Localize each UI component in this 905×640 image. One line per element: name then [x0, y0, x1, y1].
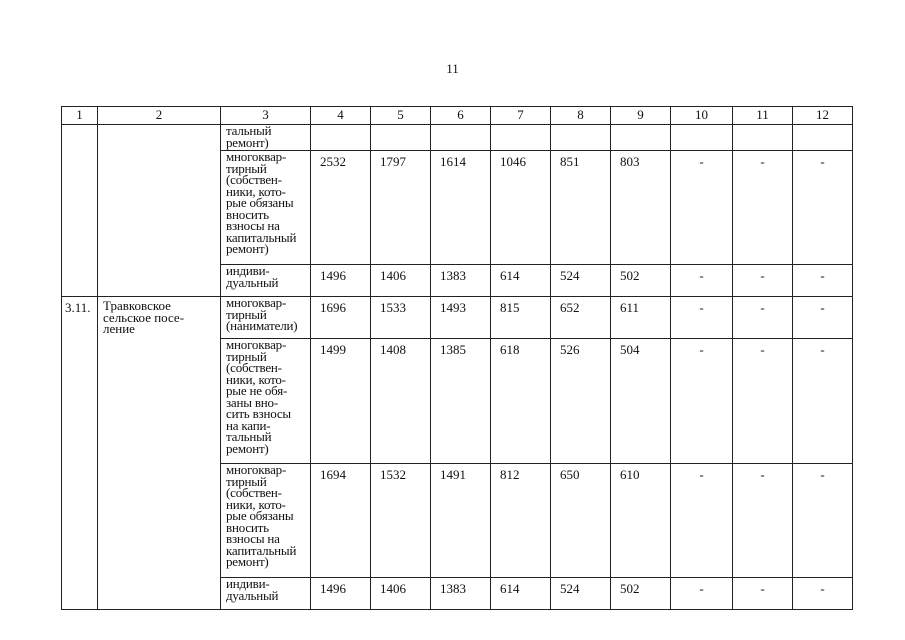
value-cell: 652: [551, 297, 611, 339]
column-header: 6: [431, 107, 491, 125]
column-header: 10: [671, 107, 733, 125]
value-cell: -: [733, 151, 793, 265]
housing-type-line: тальный: [226, 429, 272, 444]
column-header: 11: [733, 107, 793, 125]
housing-type-cell: [221, 339, 311, 464]
housing-type-line: многоквар-: [226, 149, 287, 164]
value-cell: [793, 125, 853, 151]
housing-type-line: ремонт): [226, 241, 269, 256]
value-cell: -: [793, 265, 853, 297]
value-cell: -: [733, 464, 793, 578]
value-cell: [491, 125, 551, 151]
tariff-table: [61, 106, 853, 610]
column-header: 8: [551, 107, 611, 125]
housing-type-line: взносы на: [226, 531, 280, 546]
value-cell: 1694: [311, 464, 371, 578]
value-cell: 524: [551, 265, 611, 297]
column-header: 1: [62, 107, 98, 125]
housing-type-cell: [221, 297, 311, 339]
value-cell: 803: [611, 151, 671, 265]
housing-type-line: (собствен-: [226, 172, 282, 187]
housing-type-line: на капи-: [226, 417, 271, 433]
housing-type-line: дуальный: [226, 274, 279, 290]
value-cell: 1406: [371, 265, 431, 297]
value-cell: 812: [491, 464, 551, 578]
value-cell: -: [671, 151, 733, 265]
column-header: 4: [311, 107, 371, 125]
column-header: 5: [371, 107, 431, 125]
value-cell: 614: [491, 578, 551, 610]
value-cell: 611: [611, 297, 671, 339]
housing-type-line: индиви-: [226, 576, 270, 591]
value-cell: -: [671, 578, 733, 610]
housing-type-line: тирный: [226, 473, 267, 489]
value-cell: 815: [491, 297, 551, 339]
housing-type-cell: [221, 464, 311, 578]
value-cell: 502: [611, 578, 671, 610]
housing-type-line: ремонт): [226, 440, 269, 456]
housing-type-line: капитальный: [226, 229, 297, 245]
value-cell: 524: [551, 578, 611, 610]
value-cell: 1406: [371, 578, 431, 610]
housing-type-line: тирный: [226, 348, 267, 364]
housing-type-cell: [221, 151, 311, 265]
housing-type-line: (собствен-: [226, 360, 282, 375]
column-header: 12: [793, 107, 853, 125]
housing-type-line: капитальный: [226, 542, 297, 558]
header-row: [62, 107, 853, 125]
value-cell: -: [671, 339, 733, 464]
row-number-cell: [62, 125, 98, 297]
row-number-cell: 3.11.: [62, 297, 98, 610]
housing-type-cell: [221, 265, 311, 297]
value-cell: [431, 125, 491, 151]
value-cell: 1491: [431, 464, 491, 578]
settlement-name-line: Травковское: [103, 298, 171, 313]
value-cell: -: [671, 464, 733, 578]
housing-type-line: рые не обя-: [226, 383, 288, 398]
value-cell: 504: [611, 339, 671, 464]
value-cell: [733, 125, 793, 151]
value-cell: -: [671, 297, 733, 339]
value-cell: 1383: [431, 265, 491, 297]
housing-type-line: многоквар-: [226, 295, 287, 310]
value-cell: -: [733, 578, 793, 610]
value-cell: 2532: [311, 151, 371, 265]
housing-type-line: тирный: [226, 160, 267, 176]
housing-type-line: дуальный: [226, 587, 279, 603]
value-cell: -: [793, 297, 853, 339]
value-cell: -: [733, 297, 793, 339]
column-header: 9: [611, 107, 671, 125]
table-row: [62, 125, 853, 151]
column-header: 7: [491, 107, 551, 125]
value-cell: -: [733, 265, 793, 297]
settlement-name-cell: [98, 297, 221, 610]
value-cell: 1496: [311, 265, 371, 297]
housing-type-line: вносить: [226, 206, 269, 222]
value-cell: 1383: [431, 578, 491, 610]
value-cell: -: [793, 151, 853, 265]
housing-type-line: (собствен-: [226, 485, 282, 500]
housing-type-line: тирный: [226, 306, 267, 322]
value-cell: -: [793, 464, 853, 578]
value-cell: 1614: [431, 151, 491, 265]
value-cell: 1046: [491, 151, 551, 265]
value-cell: 851: [551, 151, 611, 265]
value-cell: 610: [611, 464, 671, 578]
value-cell: 526: [551, 339, 611, 464]
housing-type-line: ники, кото-: [226, 371, 286, 387]
value-cell: 1385: [431, 339, 491, 464]
housing-type-line: взносы на: [226, 218, 280, 233]
housing-type-line: ремонт): [226, 134, 269, 150]
value-cell: 1408: [371, 339, 431, 464]
housing-type-line: ники, кото-: [226, 183, 286, 199]
value-cell: 1696: [311, 297, 371, 339]
housing-type-line: вносить: [226, 519, 269, 535]
value-cell: [671, 125, 733, 151]
value-cell: -: [671, 265, 733, 297]
housing-type-line: сить взносы: [226, 406, 291, 421]
value-cell: 614: [491, 265, 551, 297]
column-header: 2: [98, 107, 221, 125]
housing-type-line: заны вно-: [226, 394, 278, 410]
table-row: [62, 297, 853, 339]
settlement-name-line: ление: [103, 321, 135, 336]
value-cell: 618: [491, 339, 551, 464]
value-cell: 502: [611, 265, 671, 297]
housing-type-line: многоквар-: [226, 462, 287, 477]
value-cell: 1493: [431, 297, 491, 339]
housing-type-line: индиви-: [226, 263, 270, 278]
value-cell: -: [793, 339, 853, 464]
housing-type-line: (наниматели): [226, 318, 298, 333]
housing-type-line: многоквар-: [226, 337, 287, 352]
value-cell: -: [793, 578, 853, 610]
value-cell: [611, 125, 671, 151]
settlement-name-cell: [98, 125, 221, 297]
column-header: 3: [221, 107, 311, 125]
settlement-name-line: сельское посе-: [103, 309, 185, 325]
housing-type-line: рые обязаны: [226, 195, 294, 210]
value-cell: 1532: [371, 464, 431, 578]
page-number: 11: [446, 61, 459, 76]
housing-type-line: тальный: [226, 123, 272, 138]
value-cell: 1533: [371, 297, 431, 339]
value-cell: 650: [551, 464, 611, 578]
housing-type-line: ремонт): [226, 554, 269, 569]
value-cell: 1797: [371, 151, 431, 265]
housing-type-line: ники, кото-: [226, 496, 286, 512]
housing-type-cell: [221, 578, 311, 610]
value-cell: 1499: [311, 339, 371, 464]
value-cell: [551, 125, 611, 151]
value-cell: 1496: [311, 578, 371, 610]
housing-type-line: рые обязаны: [226, 508, 294, 523]
housing-type-cell: [221, 125, 311, 151]
value-cell: -: [733, 339, 793, 464]
value-cell: [311, 125, 371, 151]
value-cell: [371, 125, 431, 151]
